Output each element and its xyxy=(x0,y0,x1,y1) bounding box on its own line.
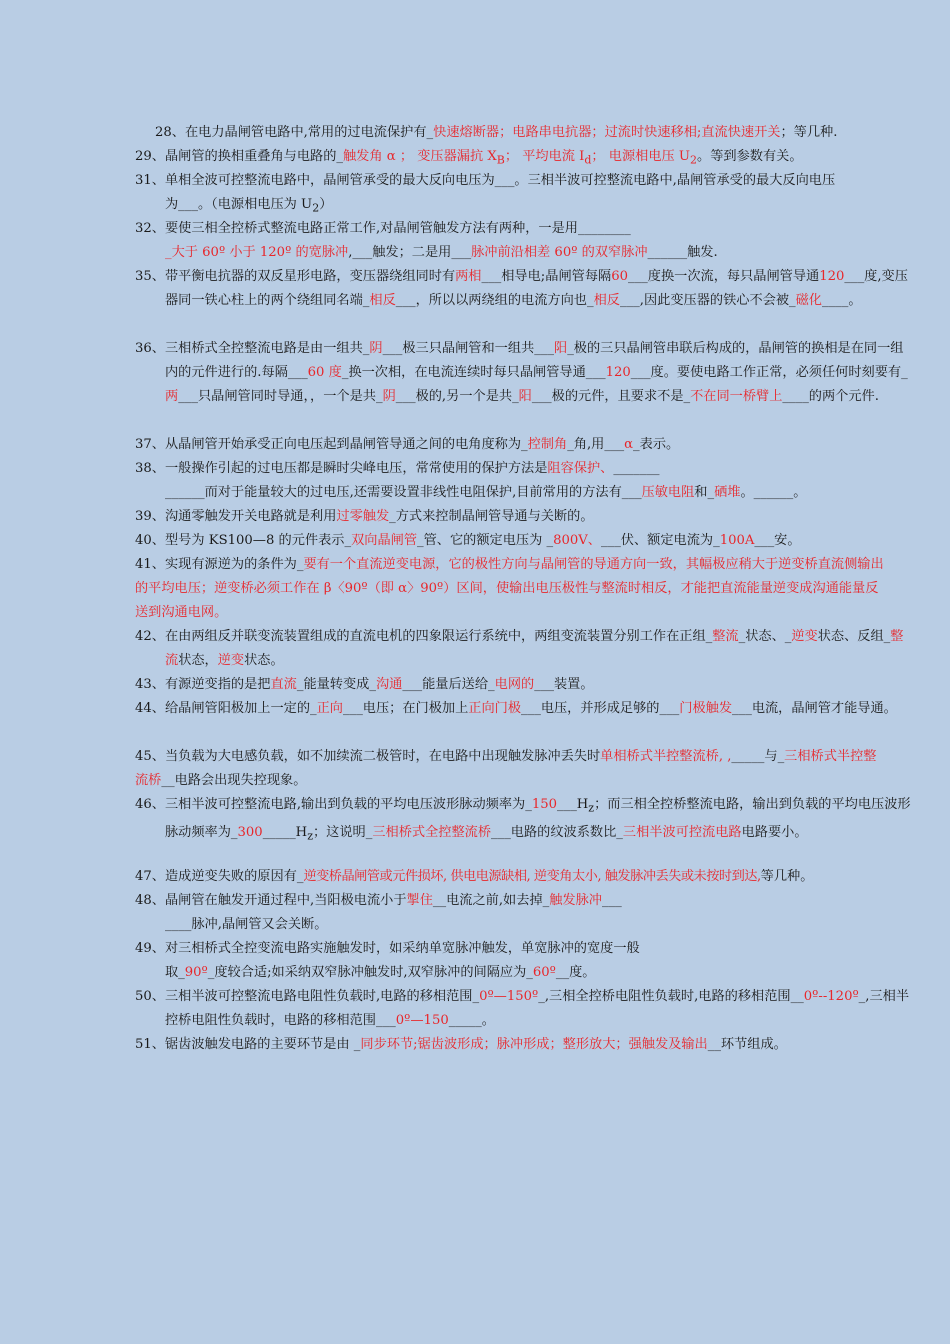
answer-text: 120 xyxy=(819,269,845,284)
answer-text: 0º--120º xyxy=(803,989,859,1004)
question-text: _____与_ xyxy=(731,749,785,764)
answer-text: 60 xyxy=(611,269,628,284)
question-number: 38、 xyxy=(135,461,165,476)
question-text: 三相桥式全控整流电路是由一组共_ xyxy=(164,341,370,356)
question-text: ；这说明_ xyxy=(312,824,373,840)
answer-text: 门极触发 xyxy=(679,701,733,716)
question-text: _状态、_ xyxy=(738,629,792,644)
question-number: 49、 xyxy=(135,941,165,956)
answer-text: 三相桥式半控整流桥 xyxy=(135,749,877,788)
question-text: 三相半波可控整流电路,输出到负载的平均电压波形脉动频率为_ xyxy=(164,797,532,812)
question-text: 一般操作引起的过电压都是瞬时尖峰电压，常常使用的保护方法是 xyxy=(164,461,548,476)
question-number: 50、 xyxy=(135,989,165,1004)
question-text: 状态。 xyxy=(244,653,284,668)
answer-text: 磁化 xyxy=(795,293,822,308)
answer-text: 相反 xyxy=(593,293,620,308)
question-text: 。______。 xyxy=(740,485,807,500)
question-text: ___极的,另一个是共_ xyxy=(395,389,519,404)
question-text: _,三相全控桥电阻性负载时,电路的移相范围__ xyxy=(538,989,804,1004)
question-number: 44、 xyxy=(135,701,165,716)
question-text: ____脉冲,晶闸管又会关断。 xyxy=(165,917,328,932)
question-48 xyxy=(135,889,915,937)
question-text: 在电力晶闸管电路中,常用的过电流保护有_ xyxy=(184,125,434,140)
answer-text: 60 度 xyxy=(307,365,342,380)
answer-text: 正向门极 xyxy=(468,701,522,716)
question-42 xyxy=(135,625,915,673)
answer-text: 正向 xyxy=(316,701,343,716)
question-text: _换一次相，在电流连续时每只晶闸管导通___ xyxy=(341,365,606,380)
question-number: 42、 xyxy=(135,629,165,644)
question-text: ___能量后送给_ xyxy=(402,677,495,692)
question-50 xyxy=(135,985,915,1033)
question-37 xyxy=(135,433,915,457)
question-39 xyxy=(135,505,915,529)
question-46 xyxy=(135,793,915,848)
answer-text: 三相桥式全控整流桥 xyxy=(372,824,492,840)
answer-text: 直流 xyxy=(270,677,297,692)
question-text: 从晶闸管开始承受正向电压起到晶闸管导通之间的电角度称为_ xyxy=(164,437,528,452)
question-text: ___相导电;晶闸管每隔 xyxy=(481,269,612,284)
question-text: ___只晶闸管同时导通，，一个是共_ xyxy=(178,389,383,404)
question-text: 实现有源逆为的条件为_ xyxy=(164,557,304,572)
question-number: 37、 xyxy=(135,437,165,452)
answer-text: 要有一个直流逆变电源，它的极性方向与晶闸管的导通方向一致，其幅极应稍大于逆变桥直流侧输出的平均电压；逆变桥必须工作在 β〈90º（即 α〉90º）区间，使输出电压极性与整流时相反，才能把直流能量逆变成沟通能量反送到沟通电网。 xyxy=(135,557,884,620)
question-text: 三相半波可控整流电路电阻性负载时,电路的移相范围_ xyxy=(164,989,480,1004)
question-text: 晶闸管的换相重叠角与电路的_ xyxy=(164,149,343,164)
answer-text: 压敏电阻 xyxy=(641,485,695,500)
question-text: _能量转变成_ xyxy=(296,677,376,692)
question-number: 36、 xyxy=(135,341,165,356)
answer-text: _大于 60º 小于 120º 的宽脉冲 xyxy=(165,245,349,260)
question-text: 锯齿波触发电路的主要环节是由 _ xyxy=(164,1037,361,1052)
question-text: 晶闸管在触发开通过程中,当阳极电流小于 xyxy=(164,893,407,908)
question-text: 造成逆变失败的原因有_ xyxy=(164,869,304,884)
question-text: ____。 xyxy=(821,293,862,308)
question-text: ____的两个元件. xyxy=(782,389,879,404)
answer-text: 触发脉冲 xyxy=(549,893,602,908)
answer-text: 800V、 xyxy=(553,533,601,548)
question-text: ___度。要使电路工作正常，必须任何时刻要有_ xyxy=(630,365,908,380)
subscript: z xyxy=(588,801,595,815)
question-number: 29、 xyxy=(135,149,165,164)
answer-text: 双向晶闸管 xyxy=(351,533,418,548)
question-number: 32、 xyxy=(135,221,165,236)
question-text: ；等几种. xyxy=(780,125,838,140)
question-text: 当负载为大电感负载，如不加续流二极管时，在电路中出现触发脉冲丢失时 xyxy=(164,749,601,764)
question-text: 给晶闸管阳极加上一定的_ xyxy=(164,701,317,716)
answer-text: 不在同一桥臂上 xyxy=(690,389,783,404)
question-28 xyxy=(155,121,895,145)
question-text: 带平衡电抗器的双反星形电路，变压器绕组同时有 xyxy=(164,269,456,284)
answer-text: 阳 xyxy=(518,389,532,404)
answer-text: 90º xyxy=(184,965,208,980)
question-number: 51、 xyxy=(135,1037,165,1052)
answer-text: 100A xyxy=(719,533,755,548)
answer-text: 单相桥式半控整流桥, , xyxy=(600,749,732,764)
question-text: _,三相半控桥电阻性负载时，电路的移相范围___ xyxy=(165,989,910,1028)
question-text: 在由两组反并联变流装置组成的直流电机的四象限运行系统中，两组变流装置分别工作在正组_ xyxy=(164,629,713,644)
answer-text: 阻容保护、 xyxy=(547,461,614,476)
question-49 xyxy=(135,937,915,985)
question-text: ___伏、额定电流为_ xyxy=(601,533,720,548)
answer-text: 控制角 xyxy=(527,437,568,452)
question-text: ___电路的纹波系数比_ xyxy=(491,824,623,840)
question-text: _度较合适;如采纳双窄脉冲触发时,双窄脉冲的间隔应为_ xyxy=(207,965,533,980)
question-text: 电路要小。 xyxy=(741,824,808,840)
question-31 xyxy=(135,169,915,221)
question-text: ___极的元件，且要求不是_ xyxy=(531,389,691,404)
question-text: _____。 xyxy=(448,1013,495,1028)
question-number: 28、 xyxy=(155,125,185,140)
answer-text: 整流 xyxy=(165,629,904,668)
question-text: ___电流，晶闸管才能导通。 xyxy=(732,701,897,716)
question-text: __环节组成。 xyxy=(707,1037,787,1052)
answer-text: α xyxy=(624,437,634,452)
question-text: _极的三只晶闸管串联后构成的，晶闸管的换相是在同一组内的元件进行的.每隔___ xyxy=(165,341,904,380)
question-text: ___装置。 xyxy=(534,677,594,692)
question-text: ___，所以以两绕组的电流方向也_ xyxy=(395,293,594,308)
answer-text: 掣住 xyxy=(406,893,433,908)
question-number: 45、 xyxy=(135,749,165,764)
question-text: 对三相桥式全控变流电路实施触发时，如采纳单宽脉冲触发，单宽脉冲的宽度一般 xyxy=(164,941,640,956)
question-number: 31、 xyxy=(135,173,165,188)
answer-subscript: d xyxy=(584,153,592,167)
answer-text: 300 xyxy=(237,824,263,840)
answer-text: 快速熔断器；电路串电抗器；过流时快速移相;直流快速开关 xyxy=(433,125,781,140)
question-text: 状态， xyxy=(178,653,218,668)
question-number: 47、 xyxy=(135,869,165,884)
question-text: ______而对于能量较大的过电压,还需要设置非线性电阻保护,目前常用的方法有___ xyxy=(165,485,642,500)
answer-subscript: 2 xyxy=(690,153,698,167)
answer-text: 脉冲前沿相差 60º 的双窄脉冲 xyxy=(471,245,648,260)
question-text: ___极三只晶闸管和一组共___ xyxy=(382,341,554,356)
question-number: 39、 xyxy=(135,509,165,524)
question-32 xyxy=(135,217,915,265)
question-text: _管、它的额定电压为 _ xyxy=(417,533,554,548)
question-number: 43、 xyxy=(135,677,165,692)
answer-text: 逆变桥晶闸管或元件损坏, 供电电源缺相, 逆变角太小, 触发脉冲丢失或未按时到达, xyxy=(303,869,761,884)
answer-text: 0º—150 xyxy=(395,1013,449,1028)
answer-text: 电网的 xyxy=(494,677,535,692)
question-38 xyxy=(135,457,915,505)
answer-text: 沟通 xyxy=(375,677,403,692)
question-text: ___,因此变压器的铁心不会被_ xyxy=(619,293,796,308)
question-44 xyxy=(135,697,915,721)
answer-text: 三相半波可控流电路 xyxy=(622,824,742,840)
question-41 xyxy=(135,553,885,625)
question-43 xyxy=(135,673,915,697)
question-text: 要使三相全控桥式整流电路正常工作,对晶闸管触发方法有两种，一是用________ xyxy=(164,221,631,236)
question-number: 48、 xyxy=(135,893,165,908)
question-text: 为___。（电源相电压为 U xyxy=(165,197,313,212)
question-text: 沟通零触发开关电路就是利用 xyxy=(164,509,337,524)
question-40 xyxy=(135,529,915,553)
question-text: ） xyxy=(319,197,333,212)
answer-text: 整流 xyxy=(712,629,739,644)
answer-subscript: B xyxy=(496,153,505,167)
question-text: ___ xyxy=(601,893,622,908)
question-text: ,___触发；二是用___ xyxy=(348,245,472,260)
question-text: _角,用___ xyxy=(567,437,625,452)
question-text: 型号为 KS100—8 的元件表示_ xyxy=(164,533,352,548)
question-text: ___H xyxy=(557,797,589,812)
question-text: ______触发. xyxy=(647,245,718,260)
answer-text: 硒堆 xyxy=(714,485,741,500)
question-text: _方式来控制晶闸管导通与关断的。 xyxy=(389,509,594,524)
question-text: 有源逆变指的是把 xyxy=(164,677,271,692)
question-text: 。等到参数有关。 xyxy=(697,149,803,164)
question-text: ___度,变压器同一铁心柱上的两个绕组同名端_ xyxy=(165,269,908,308)
answer-text: 两 xyxy=(165,389,179,404)
answer-text: 阴 xyxy=(382,389,396,404)
question-text: 等几种。 xyxy=(760,869,814,884)
question-text: ；而三相全控桥整流电路，输出到负载的平均电压波形脉动频率为_ xyxy=(165,797,911,840)
answer-text: 过零触发 xyxy=(336,509,390,524)
answer-text: 同步环节;锯齿波形成；脉冲形成；整形放大；强触发及输出 xyxy=(360,1037,708,1052)
question-text: ___安。 xyxy=(754,533,801,548)
question-number: 41、 xyxy=(135,557,165,572)
question-text: ___度换一次流，每只晶闸管导通 xyxy=(627,269,820,284)
answer-text: 逆变 xyxy=(791,629,818,644)
answer-text: 60º xyxy=(532,965,556,980)
question-text: __电路会出现失控现象。 xyxy=(161,773,307,788)
answer-text: 逆变 xyxy=(217,653,245,668)
answer-text: 150 xyxy=(531,797,557,812)
question-45 xyxy=(135,745,885,793)
question-text: _表示。 xyxy=(633,437,680,452)
answer-text: 阳 xyxy=(554,341,568,356)
subscript: z xyxy=(307,829,313,843)
answer-text: 0º—150º xyxy=(479,989,539,1004)
answer-text: 相反 xyxy=(369,293,396,308)
question-text: ___电压；在门极加上 xyxy=(343,701,469,716)
question-text: __度。 xyxy=(555,965,596,980)
question-35 xyxy=(135,265,915,313)
subscript: 2 xyxy=(312,201,320,215)
answer-text: ； 电源相电压 U xyxy=(591,149,691,164)
question-number: 46、 xyxy=(135,797,165,812)
question-36 xyxy=(135,337,915,409)
question-text: 取_ xyxy=(165,965,185,980)
question-text: __电流之前,如去掉_ xyxy=(432,893,550,908)
question-number: 35、 xyxy=(135,269,165,284)
question-text: 单相全波可控整流电路中，晶闸管承受的最大反向电压为___。三相半波可控整流电路中,晶闸管承受的最大反向电压 xyxy=(164,173,836,188)
question-text: 状态、反组_ xyxy=(817,629,891,644)
question-47 xyxy=(135,865,925,889)
answer-text: 120 xyxy=(605,365,631,380)
answer-text: 两相 xyxy=(455,269,482,284)
question-text: _______ xyxy=(613,461,660,476)
question-text: 和_ xyxy=(694,485,715,500)
question-text: ___电压，并形成足够的___ xyxy=(521,701,680,716)
answer-text: ； 平均电流 I xyxy=(504,149,585,164)
answer-text: 阴 xyxy=(369,341,383,356)
question-text: _____H xyxy=(262,824,308,840)
question-51 xyxy=(135,1033,915,1057)
question-number: 40、 xyxy=(135,533,165,548)
answer-text: 触发角 α ； 变压器漏抗 X xyxy=(343,149,497,164)
